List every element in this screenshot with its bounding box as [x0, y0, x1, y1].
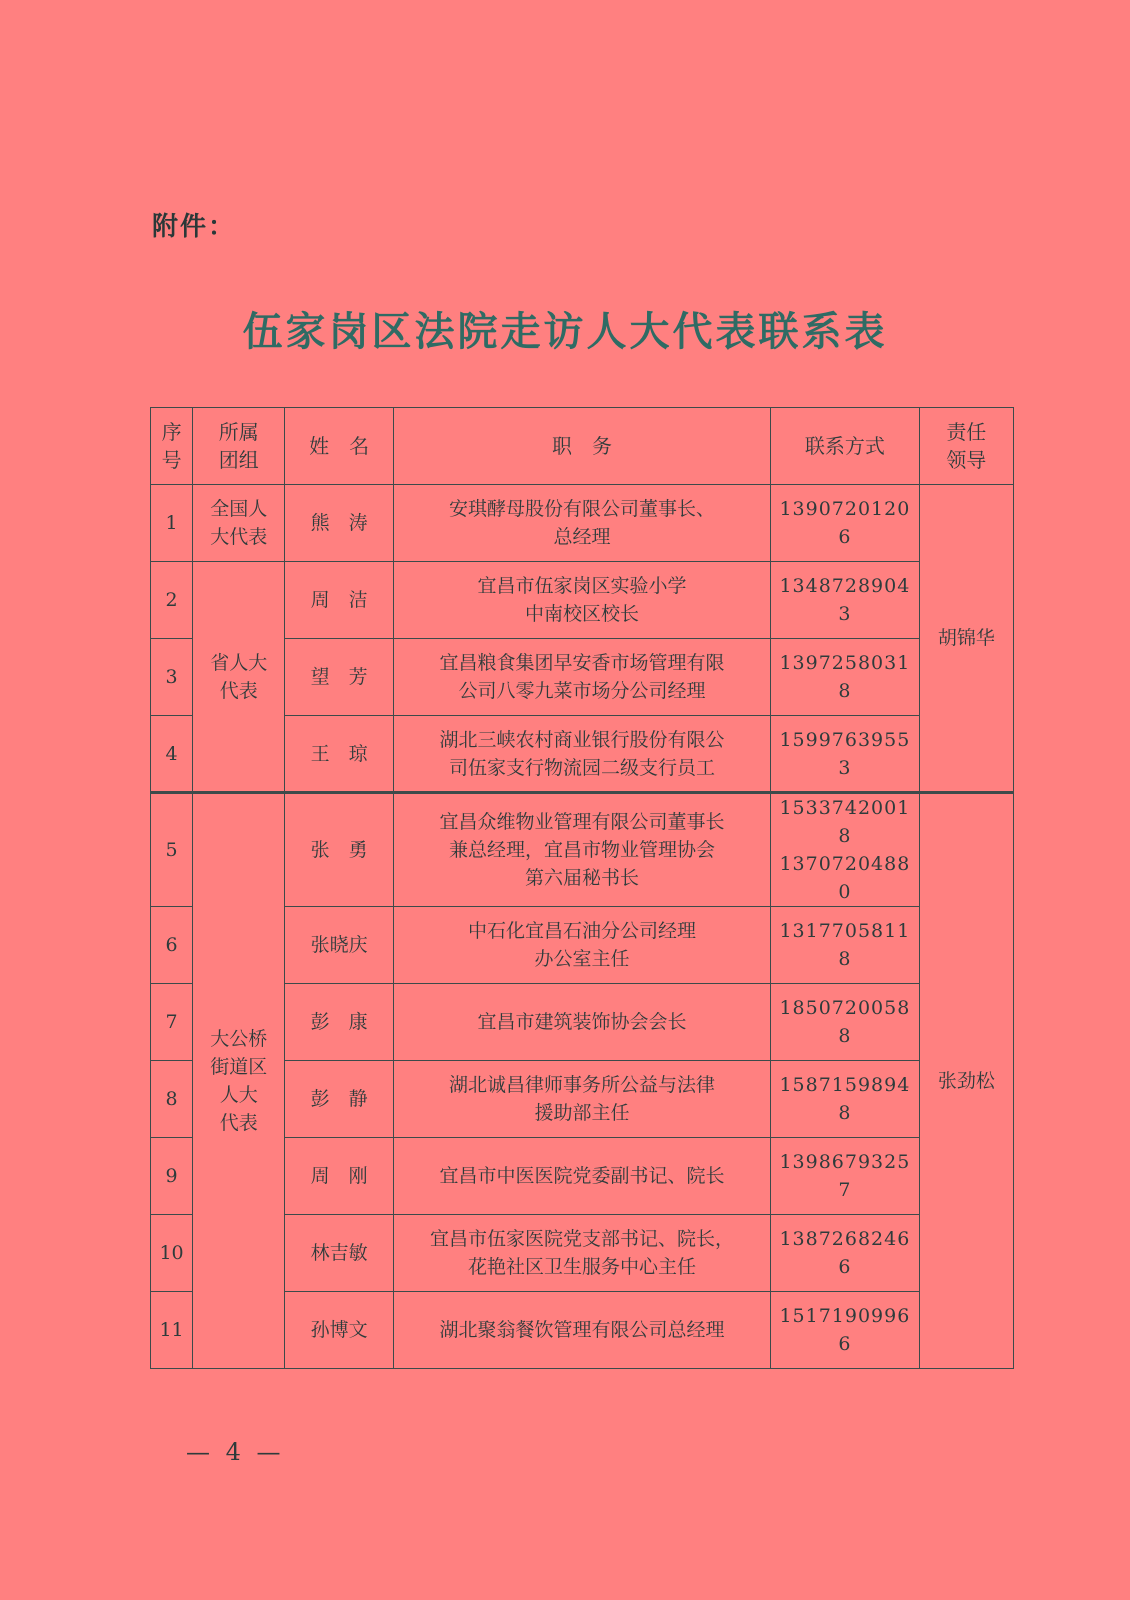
cell-contact: 13872682466: [771, 1215, 920, 1292]
cell-position: 宜昌粮食集团早安香市场管理有限 公司八零九菜市场分公司经理: [393, 639, 770, 716]
cell-position: 宜昌市伍家医院党支部书记、院长， 花艳社区卫生服务中心主任: [393, 1215, 770, 1292]
cell-contact: 13487289043: [771, 562, 920, 639]
cell-contact: 13907201206: [771, 485, 920, 562]
page-number: — 4 —: [186, 1438, 285, 1466]
cell-group-provincial: 省人大 代表: [193, 562, 285, 793]
document-title: 伍家岗区法院走访人大代表联系表: [242, 308, 888, 355]
table-header-row: [151, 408, 1014, 485]
cell-seq: 9: [151, 1138, 193, 1215]
header-leader: 责任 领导: [919, 408, 1013, 485]
header-seq: 序 号: [151, 408, 193, 485]
table-row: [151, 485, 1014, 562]
contact-table: [150, 407, 1014, 1369]
cell-position: 宜昌众维物业管理有限公司董事长 兼总经理，宜昌市物业管理协会 第六届秘书长: [393, 793, 770, 907]
cell-leader-second: 张劲松: [919, 793, 1013, 1369]
header-name: 姓 名: [285, 408, 393, 485]
cell-contact: 13177058118: [771, 907, 920, 984]
cell-position: 宜昌市建筑装饰协会会长: [393, 984, 770, 1061]
attachment-label: 附件：: [152, 212, 237, 242]
cell-contact: 15171909966: [771, 1292, 920, 1369]
cell-position: 中石化宜昌石油分公司经理 办公室主任: [393, 907, 770, 984]
cell-position: 宜昌市中医医院党委副书记、院长: [393, 1138, 770, 1215]
header-group: 所属 团组: [193, 408, 285, 485]
cell-name: 王 琼: [285, 716, 393, 793]
cell-seq: 6: [151, 907, 193, 984]
cell-group-national: 全国人 大代表: [193, 485, 285, 562]
cell-position: 安琪酵母股份有限公司董事长、 总经理: [393, 485, 770, 562]
cell-name: 周 洁: [285, 562, 393, 639]
cell-contact: 15997639553: [771, 716, 920, 793]
cell-leader-first: 胡锦华: [919, 485, 1013, 793]
cell-seq: 8: [151, 1061, 193, 1138]
cell-contact: 15871598948: [771, 1061, 920, 1138]
cell-name: 周 刚: [285, 1138, 393, 1215]
cell-seq: 1: [151, 485, 193, 562]
cell-name: 望 芳: [285, 639, 393, 716]
cell-position: 湖北诚昌律师事务所公益与法律 援助部主任: [393, 1061, 770, 1138]
cell-contact: 13986793257: [771, 1138, 920, 1215]
cell-seq: 3: [151, 639, 193, 716]
cell-contact: 13972580318: [771, 639, 920, 716]
cell-name: 孙博文: [285, 1292, 393, 1369]
cell-seq: 7: [151, 984, 193, 1061]
cell-seq: 10: [151, 1215, 193, 1292]
cell-position: 宜昌市伍家岗区实验小学 中南校区校长: [393, 562, 770, 639]
cell-name: 林吉敏: [285, 1215, 393, 1292]
cell-position: 湖北三峡农村商业银行股份有限公 司伍家支行物流园二级支行员工: [393, 716, 770, 793]
cell-group-street: 大公桥 街道区 人大 代表: [193, 793, 285, 1369]
cell-name: 彭 康: [285, 984, 393, 1061]
cell-seq: 5: [151, 793, 193, 907]
cell-name: 熊 涛: [285, 485, 393, 562]
table-row: [151, 793, 1014, 907]
cell-name: 张 勇: [285, 793, 393, 907]
cell-seq: 2: [151, 562, 193, 639]
cell-seq: 4: [151, 716, 193, 793]
cell-name: 张晓庆: [285, 907, 393, 984]
cell-contact: 18507200588: [771, 984, 920, 1061]
cell-seq: 11: [151, 1292, 193, 1369]
cell-contact: 15337420018 13707204880: [771, 793, 920, 907]
cell-position: 湖北聚翁餐饮管理有限公司总经理: [393, 1292, 770, 1369]
header-contact: 联系方式: [771, 408, 920, 485]
cell-name: 彭 静: [285, 1061, 393, 1138]
table-row: [151, 562, 1014, 639]
header-position: 职 务: [393, 408, 770, 485]
